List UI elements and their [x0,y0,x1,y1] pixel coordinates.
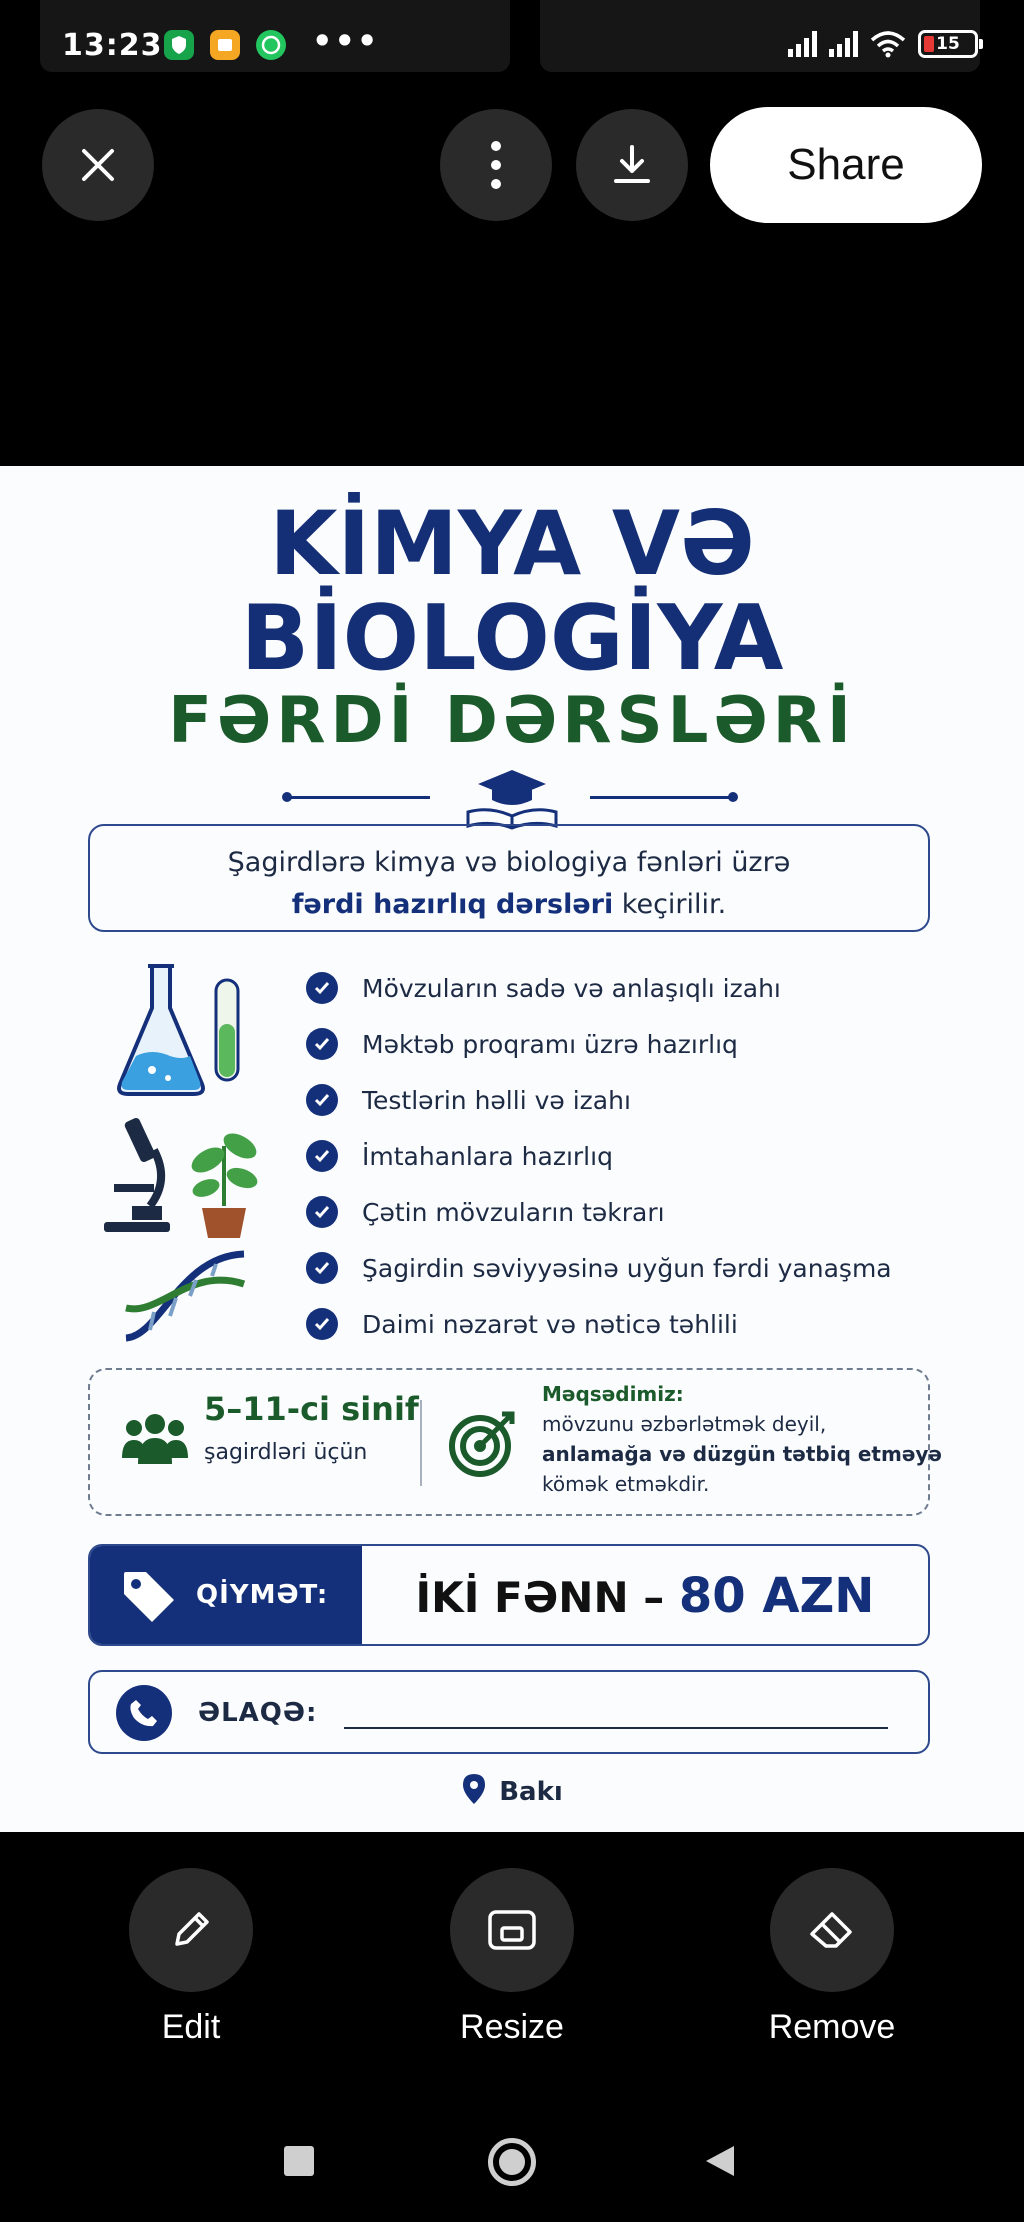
whatsapp-icon [256,30,286,60]
feature-item [306,1128,946,1184]
feature-item [306,1184,946,1240]
check-circle-icon [306,1252,338,1284]
close-icon [78,145,118,185]
price-label-panel [90,1546,362,1644]
goal-line2: anlamağa və düzgün tətbiq etməyə [542,1442,942,1466]
poster-image [0,466,1024,1832]
close-button[interactable] [42,109,154,221]
status-time: 13:23 [62,28,163,63]
feature-text: Məktəb proqramı üzrə hazırlıq [362,1029,738,1059]
intro-highlight: fərdi hazırlıq dərsləri [291,889,614,920]
status-bar [0,0,1024,90]
price-value [362,1568,928,1624]
intro-box [88,824,930,932]
eraser-icon [806,1906,858,1954]
feature-text: Şagirdin səviyyəsinə uyğun fərdi yanaşma [362,1253,892,1283]
more-notifications-icon: ••• [312,22,380,60]
resize-icon [486,1908,538,1952]
share-button[interactable]: Share [710,107,982,223]
check-circle-icon [306,1308,338,1340]
download-button[interactable] [576,109,688,221]
remove-label[interactable]: Remove [768,2008,896,2046]
contact-label: ƏLAQƏ: [198,1698,318,1728]
price-tag-icon [118,1566,178,1626]
check-circle-icon [306,1140,338,1172]
intro-rest: keçirilir. [613,889,727,920]
contact-blank-line [344,1727,888,1729]
location-text: Bakı [499,1777,563,1807]
intro-line2 [90,884,928,926]
feature-item [306,960,946,1016]
divider-right [590,796,734,799]
battery-level: 15 [936,34,960,54]
signal-1-icon [788,31,817,57]
check-circle-icon [306,1084,338,1116]
more-vertical-icon [488,140,504,190]
signal-2-icon [829,31,858,57]
goal-line1: mövzunu əzbərlətmək deyil, [542,1412,827,1436]
home-button[interactable] [488,2138,536,2186]
flask-icon [112,960,248,1100]
price-box [88,1544,930,1646]
wifi-icon [870,30,906,58]
more-options-button[interactable] [440,109,552,221]
grade-subtitle: şagirdləri üçün [204,1440,368,1465]
recents-button[interactable] [284,2146,314,2176]
feature-text: Testlərin həlli və izahı [362,1085,631,1115]
contact-box [88,1670,930,1754]
feature-item [306,1016,946,1072]
shield-app-icon [164,30,194,60]
remove-button[interactable] [770,1868,894,1992]
pencil-icon [167,1906,215,1954]
check-circle-icon [306,1028,338,1060]
files-app-icon [210,30,240,60]
feature-text: Mövzuların sadə və anlaşıqlı izahı [362,973,781,1003]
divider-left [286,796,430,799]
feature-list [306,960,946,1352]
battery-icon [918,30,978,58]
location-pin-icon [461,1772,487,1806]
goal-separator [420,1400,422,1486]
poster-title-line2: BİOLOGİYA [240,586,784,691]
phone-icon [116,1685,172,1741]
goal-title: Məqsədimiz: [542,1382,684,1406]
intro-line1: Şagirdlərə kimya və biologiya fənləri üzrə [227,847,791,878]
students-group-icon [120,1412,190,1468]
price-text: İKİ FƏNN – [415,1573,665,1622]
feature-text: Çətin mövzuların təkrarı [362,1197,665,1227]
navigation-bar [0,2130,1024,2222]
dna-icon [120,1246,250,1346]
grade-range: 5–11-ci sinif [204,1390,419,1428]
resize-label[interactable]: Resize [460,2008,564,2046]
feature-item [306,1240,946,1296]
target-icon [448,1408,518,1478]
back-button[interactable] [704,2144,736,2178]
plant-icon [184,1116,264,1240]
poster-title-line1: KİMYA VƏ [269,492,755,595]
edit-label[interactable]: Edit [161,2008,221,2046]
feature-text: İmtahanlara hazırlıq [362,1141,613,1171]
graduation-cap-icon [460,766,564,832]
check-circle-icon [306,1196,338,1228]
location [0,1772,1024,1807]
microscope-icon [96,1110,176,1240]
resize-button[interactable] [450,1868,574,1992]
feature-item [306,1296,946,1352]
poster-subtitle: FƏRDİ DƏRSLƏRİ [168,684,856,758]
price-label: QİYMƏT: [196,1580,329,1610]
edit-button[interactable] [129,1868,253,1992]
feature-text: Daimi nəzarət və nəticə təhlili [362,1309,738,1339]
home-icon [499,2149,525,2175]
download-icon [610,143,654,187]
goal-box [88,1368,942,1516]
price-amount: 80 AZN [678,1568,875,1624]
goal-line3: kömək etməkdir. [542,1472,710,1496]
feature-item [306,1072,946,1128]
check-circle-icon [306,972,338,1004]
